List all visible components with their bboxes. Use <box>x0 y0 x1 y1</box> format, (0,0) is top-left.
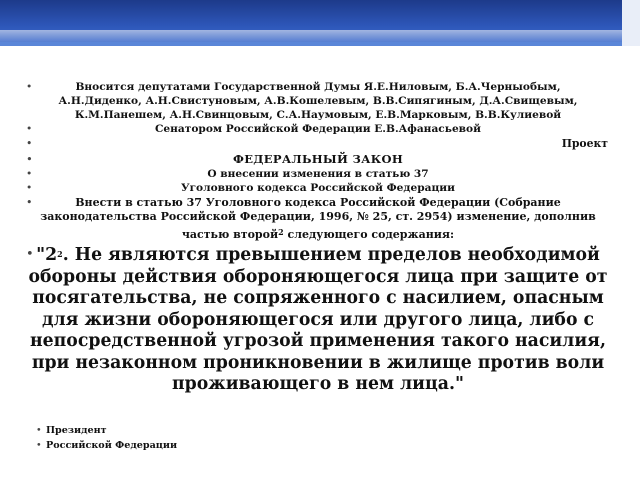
banner-strip <box>0 42 640 46</box>
amendment-intro-sup: 2 <box>278 226 284 237</box>
amendment-quote <box>28 244 608 396</box>
quote-text: . Не являются превышением пределов необходимой обороны действия обороняющегося лица при защите от посягательства, не сопряженного с насилием, опасным для жизни обороняющегося или другого лица, либо с непосредственной угрозой применения такого насилия, при незаконном проникновении в жилище против воли проживающего в нем лица." <box>28 245 608 394</box>
banner-corner <box>622 0 640 46</box>
signature-title: • Президент <box>46 424 177 437</box>
signature-block <box>24 422 177 452</box>
senator-line: • Сенатором Российской Федерации Е.В.Афанасьевой <box>28 122 608 137</box>
signature-country: • Российской Федерации <box>46 439 177 452</box>
draft-label: • Проект <box>28 137 608 151</box>
quote-open: "2 <box>36 245 58 265</box>
amendment-intro <box>28 196 608 243</box>
law-type-heading: • ФЕДЕРАЛЬНЫЙ ЗАКОН <box>28 151 608 167</box>
quote-sup: 2 <box>57 249 63 259</box>
header-banner <box>0 0 640 46</box>
document-body <box>28 80 608 396</box>
authors-paragraph: • Вносится депутатами Государственной Думы Я.Е.Ниловым, Б.А.Черныобым, А.Н.Диденко, А.Н.Свистуновым, А.В.Кошелевым, В.В.Сипягиным, Д.А.Свищевым, К.М.Панешем, А.Н.Свинцовым, С.А.Наумовым, Е.В.Марковым, В.В.Кулиевой <box>28 80 608 122</box>
amendment-intro-text: Внести в статью 37 Уголовного кодекса Российской Федерации (Собрание законодательства Российской Федерации, 1996, № 25, ст. 2954) изменение, дополнив частью второй <box>40 195 596 241</box>
law-title-line-2: • Уголовного кодекса Российской Федерации <box>28 181 608 196</box>
amendment-intro-tail: следующего содержания: <box>283 227 455 241</box>
law-title-line-1: • О внесении изменения в статью 37 <box>28 167 608 182</box>
